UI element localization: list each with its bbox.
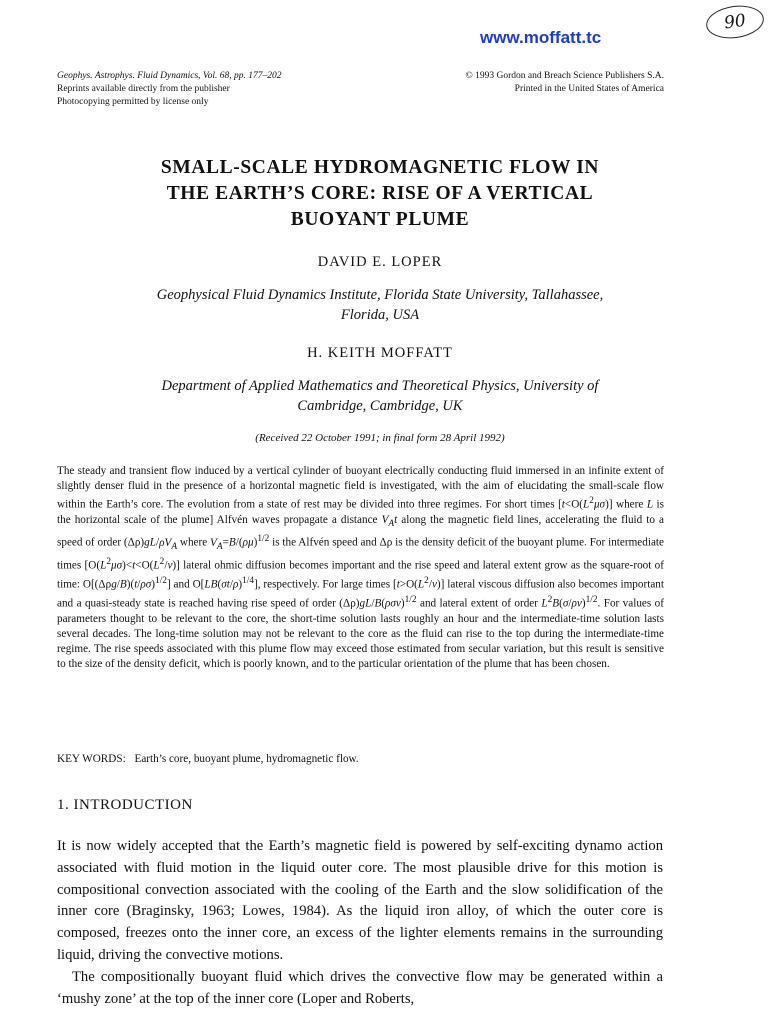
- publisher-header: [465, 70, 664, 96]
- keywords-list: Earth’s core, buoyant plume, hydromagnetic flow.: [134, 753, 359, 765]
- section-heading: 1. INTRODUCTION: [57, 797, 193, 813]
- abstract: The steady and transient flow induced by a vertical cylinder of buoyant electrically conducting fluid immersed in an infinite extent of slightly denser fluid in the presence of a horizontal magnetic field is investigated, with the aim of elucidating the small-scale flow within the Earth’s core. The evolution from a state of rest may be divided into three regimes. For short times $[t<O(L^2\mu\sigma)]$ where L is the horizontal scale of the plume] Alfvén waves propagate a distance $V_At$ along the magnetic field lines, accelerating the fluid to a speed of order $(\Delta\rho)gL/\rho V_A$ where $V_A=B/(\rho\mu)^{1/2}$ is the Alfvén speed and Δρ is the density deficit of the buoyant plume. For intermediate times $[O(L^2\mu\sigma)<t<O(L^2/\nu)]$ lateral ohmic diffusion becomes important and the rise speed and lateral extent grow as the square-root of time: $O[(\Delta\rho g/B)(t/\rho\sigma)^{1/2}]$ and $O[LB(\sigma t/\rho)^{1/4}]$, respectively. For large times $[t>O(L^2/\nu)]$ lateral viscous diffusion also becomes important and a quasi-steady state is reached having rise speed of order $(\Delta\rho)gL/B(\rho\sigma\nu)^{1/2}$ and lateral extent of order $L^2B(\sigma/\rho\nu)^{1/2}$. For values of parameters thought to be relevant to the core, the short-time solution lasts roughly an hour and the intermediate-time solution lasts several decades. The long-time solution may not be relevant to the core as the fluid can rise to the top during the intermediate-time regime. The rise speeds associated with this plume flow may exceed those estimated from secular variation, but this result is sensitive to the size of the density deficit, which is poorly known, and to the particular orientation of the plume that has been chosen.: [57, 465, 665, 671]
- author-affiliation-2: Department of Applied Mathematics and Theoretical Physics, University of Cambridge, Cambridge, UK: [161, 378, 599, 414]
- journal-header: [57, 70, 282, 109]
- introduction-body: [57, 836, 663, 1010]
- paragraph: It is now widely accepted that the Earth’s magnetic field is powered by self-exciting dynamo action associated with fluid motion in the liquid outer core. The most plausible drive for this motion is compositional convection associated with the cooling of the Earth and the slow solidification of the inner core (Braginsky, 1963; Lowes, 1984). As the liquid iron alloy, of which the outer core is composed, freezes onto the inner core, an excess of the lighter elements remains in the surrounding liquid, driving the convective motions.: [57, 838, 663, 963]
- keywords-label: KEY WORDS:: [57, 753, 126, 765]
- reprints-note: Reprints available directly from the publisher: [57, 84, 230, 94]
- received-date: (Received 22 October 1991; in final form 28 April 1992): [255, 432, 505, 444]
- journal-citation: Geophys. Astrophys. Fluid Dynamics, Vol. 68, pp. 177–202: [57, 71, 282, 81]
- author-name-1: DAVID E. LOPER: [317, 254, 443, 270]
- url-link[interactable]: www.moffatt.tc: [480, 28, 602, 47]
- author-name-2: H. KEITH MOFFATT: [307, 345, 453, 361]
- paper-title: SMALL-SCALE HYDROMAGNETIC FLOW IN THE EARTH’S CORE: RISE OF A VERTICAL BUOYANT PLUME: [160, 157, 600, 230]
- handwritten-page-number: 90: [704, 2, 766, 42]
- printed-line: Printed in the United States of America: [514, 84, 664, 94]
- author-affiliation-1: Geophysical Fluid Dynamics Institute, Florida State University, Tallahassee, Florida, USA: [156, 287, 604, 323]
- paragraph: The compositionally buoyant fluid which drives the convective flow may be generated within a ‘mushy zone’ at the top of the inner core (Loper and Roberts,: [57, 968, 663, 1007]
- keywords: [57, 753, 359, 765]
- copyright-line: © 1993 Gordon and Breach Science Publishers S.A.: [465, 71, 664, 81]
- photocopy-note: Photocopying permitted by license only: [57, 97, 209, 107]
